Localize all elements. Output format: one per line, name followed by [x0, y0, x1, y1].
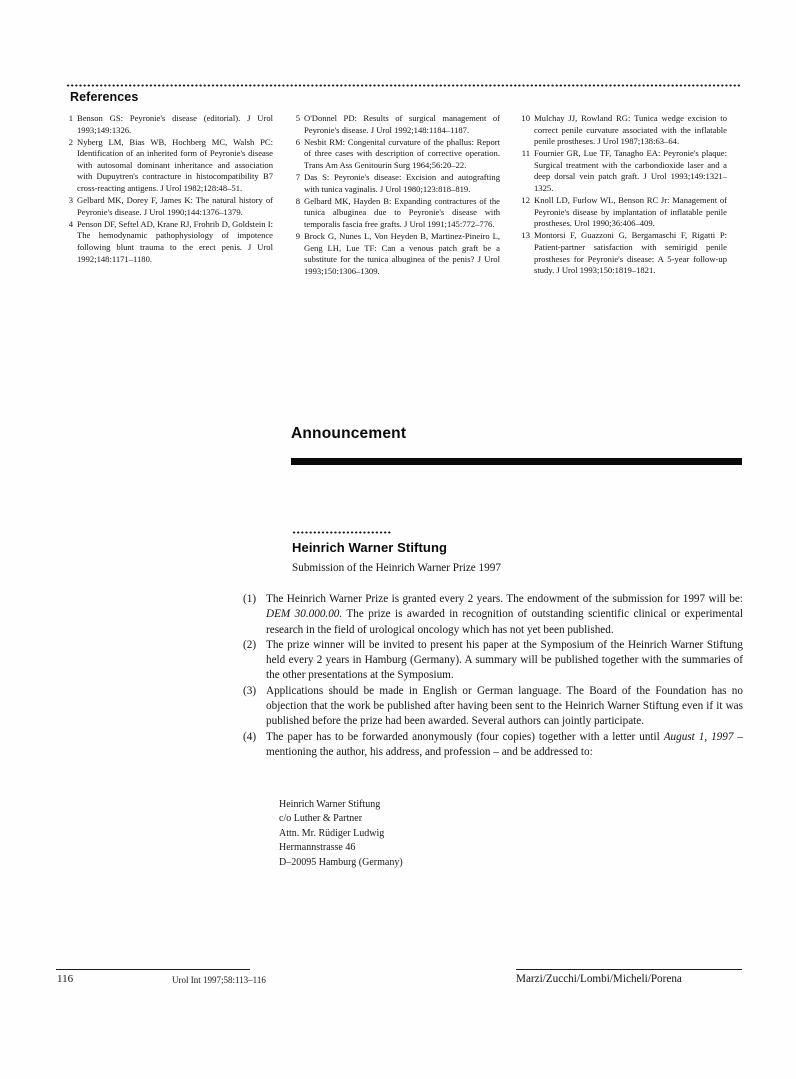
references-column-1 — [62, 113, 273, 278]
footer-authors: Marzi/Zucchi/Lombi/Micheli/Porena — [516, 973, 682, 985]
reference-entry — [62, 113, 273, 136]
reference-text: Nesbit RM: Congenital curvature of the phallus: Report of three cases with description of corrective operation. Trans Am Ass Genitourin Surg 1964;56:20–22. — [304, 136, 500, 170]
reference-number: 11 — [521, 148, 530, 159]
reference-number: 2 — [68, 136, 73, 147]
footer-rule-left — [56, 969, 250, 970]
reference-number: 12 — [521, 195, 530, 206]
reference-text: Benson GS: Peyronie's disease (editorial). J Urol 1993;149:1326. — [77, 113, 273, 135]
clause-item — [243, 592, 743, 638]
reference-entry — [289, 231, 500, 277]
reference-text: Gelbard MK, Dorey F, James K: The natural history of Peyronie's disease. J Urol 1990;144:1376–1379. — [77, 195, 273, 217]
reference-text: Montorsi F, Guazzoni G, Bergamaschi F, Rigatti P: Patient-partner satisfaction with semirigid penile prostheses for Peyronie's disease: A 5-year follow-up study. J Urol 1993;150:1819–1821. — [534, 230, 727, 276]
submission-address-block — [279, 798, 403, 870]
reference-entry — [516, 148, 727, 194]
reference-entry — [62, 137, 273, 195]
reference-text: Brock G, Nunes L, Von Heyden B, Martinez-Pineiro L, Geng LH, Lue TF: Can a venous patch graft be a substitute for the tunica albuginea of the penis? J Urol 1993;150:1306–1309. — [304, 230, 500, 276]
reference-number: 3 — [68, 195, 73, 206]
clause-number: (3) — [243, 684, 257, 697]
reference-text: Knoll LD, Furlow WL, Benson RC Jr: Management of Peyronie's disease by implantation of inflatable penile prostheses. Urol 1990;36:406–409. — [534, 195, 727, 229]
clause-item — [243, 730, 743, 761]
announcement-heading: Announcement — [291, 425, 407, 442]
reference-number: 4 — [68, 218, 73, 229]
stiftung-title: Heinrich Warner Stiftung — [292, 540, 448, 555]
reference-text: Gelbard MK, Hayden B: Expanding contractures of the tunica albuginea due to Peyronie's disease with temporalis fascia free grafts. J Urol 1991;145:772–776. — [304, 195, 500, 229]
clause-item — [243, 638, 743, 684]
address-line: D–20095 Hamburg (Germany) — [279, 856, 403, 868]
reference-number: 8 — [295, 195, 300, 206]
stiftung-dotted-rule — [292, 531, 391, 534]
reference-number: 5 — [295, 113, 300, 123]
address-line: c/o Luther & Partner — [279, 813, 363, 825]
footer-page-number: 116 — [57, 973, 74, 985]
reference-number: 9 — [295, 230, 300, 241]
reference-number: 13 — [521, 230, 530, 241]
footer-rule-right — [516, 969, 742, 970]
announcement-rule-bar — [291, 458, 742, 465]
reference-number: 6 — [295, 136, 300, 147]
clause-number: (4) — [243, 730, 257, 743]
clause-number: (2) — [243, 638, 257, 651]
reference-entry — [289, 113, 500, 136]
clause-item — [243, 684, 743, 730]
footer-citation: Urol Int 1997;58:113–116 — [172, 975, 266, 985]
reference-text: Penson DF, Seftel AD, Krane RJ, Frohrib D, Goldstein I: The hemodynamic pathophysiology of impotence following blunt trauma to the erect penis. J Urol 1992;148:1171–1180. — [77, 218, 273, 264]
references-column-2 — [289, 113, 500, 278]
references-top-dotted-rule — [66, 84, 741, 87]
address-line: Hermannstrasse 46 — [279, 842, 356, 854]
reference-number: 7 — [295, 171, 300, 182]
reference-text: Mulchay JJ, Rowland RG: Tunica wedge excision to correct penile curvature associated with the inflatable penile prostheses. J Urol 1987;138:63–64. — [534, 113, 727, 147]
reference-entry — [289, 172, 500, 195]
reference-entry — [289, 196, 500, 231]
announcement-clauses — [243, 592, 743, 760]
clause-number: (1) — [243, 593, 257, 605]
reference-entry — [516, 195, 727, 230]
clause-text: The paper has to be forwarded anonymously (four copies) together with a letter until August 1, 1997 – mentioning the author, his address, and profession – and be addressed to: — [266, 730, 744, 758]
clause-text: The prize winner will be invited to present his paper at the Symposium of the Heinrich Warner Stiftung held every 2 years in Hamburg (Germany). A summary will be published together with the summaries of the other presentations at the Symposium. — [266, 638, 743, 682]
address-line: Heinrich Warner Stiftung — [279, 799, 381, 810]
reference-number: 10 — [521, 113, 530, 123]
clause-text: Applications should be made in English or German language. The Board of the Foundation has no objection that the work be published after having been sent to the Heinrich Warner Stiftung even if it was published before the prize had been awarded. Several authors can jointly participate. — [266, 684, 743, 728]
reference-text: O'Donnel PD: Results of surgical management of Peyronie's disease. J Urol 1992;148:1184–1187. — [304, 113, 500, 135]
clause-text: The Heinrich Warner Prize is granted every 2 years. The endowment of the submission for 1997 will be: DEM 30.000.00. The prize is awarded in recognition of outstanding scientific clinical or experimental research in the field of urological oncology which has not yet been published. — [266, 593, 743, 636]
reference-entry — [62, 195, 273, 218]
address-line: Attn. Mr. Rüdiger Ludwig — [279, 827, 385, 839]
references-columns — [62, 113, 744, 278]
references-column-3 — [516, 113, 727, 278]
reference-entry — [516, 230, 727, 276]
reference-text: Fournier GR, Lue TF, Tanagho EA: Peyronie's plaque: Surgical treatment with the carbondioxide laser and a deep dorsal vein patch graft. J Urol 1993;149:1321–1325. — [534, 148, 727, 194]
reference-number: 1 — [68, 113, 73, 123]
reference-entry — [289, 137, 500, 172]
reference-text: Das S: Peyronie's disease: Excision and autografting with tunica vaginalis. J Urol 1980;123:818–819. — [304, 171, 500, 194]
reference-text: Nyberg LM, Bias WB, Hochberg MC, Walsh PC: Identification of an inherited form of Peyronie's disease with autosomal dominant inheritance and association with Dupuytren's contracture in histocompatibility B7 cross-reacting antigens. J Urol 1982;128:48–51. — [77, 136, 273, 194]
references-heading: References — [70, 90, 139, 104]
reference-entry — [516, 113, 727, 148]
stiftung-subtitle: Submission of the Heinrich Warner Prize 1997 — [292, 562, 501, 574]
reference-entry — [62, 219, 273, 265]
